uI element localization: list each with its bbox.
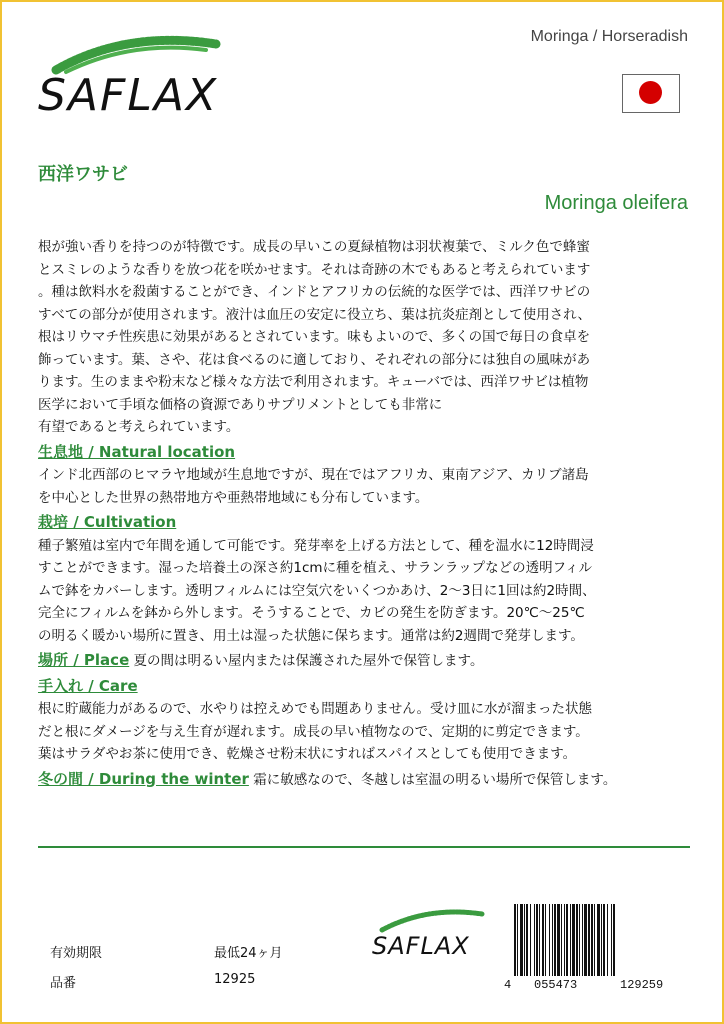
section-line: 葉はサラダやお茶に使用でき、乾燥させ粉末状にすればスパイスとしても使用できます。	[38, 746, 577, 762]
barcode-right-digits: 129259	[620, 978, 664, 992]
intro-line: ります。生のままや粉末など様々な方法で利用されます。キューバでは、西洋ワサビは植物	[38, 374, 589, 390]
section-line: だと根にダメージを与え生育が遅れます。成長の早い植物なので、定期的に剪定できます。	[38, 723, 589, 740]
expiry-label: 有効期限	[50, 946, 103, 961]
barcode	[504, 904, 690, 996]
barcode-left-digits: 055473	[534, 978, 578, 992]
brand-name: SAFLAX	[38, 70, 219, 121]
section-care	[38, 675, 694, 766]
section-place	[38, 649, 694, 673]
barcode-bars-icon	[514, 904, 688, 976]
section-winter	[38, 768, 694, 792]
section-heading: 生息地 / Natural location	[38, 442, 236, 461]
section-text: 夏の間は明るい屋内または保護された屋外で保管します。	[129, 653, 484, 669]
section-line: を中心とした世界の熱帯地方や亜熱帯地域にも分布しています。	[38, 489, 429, 506]
intro-line: 。種は飲料水を殺菌することができ、インドとアフリカの伝統的な医学では、西洋ワサビの	[38, 284, 591, 300]
section-line: ムで鉢をカバーします。透明フィルムには空気穴をいくつかあけ、2～3日に1回は約2時間、	[38, 582, 596, 599]
footer-saflax-logo	[372, 906, 492, 966]
product-name: Moringa / Horseradish	[530, 28, 688, 45]
saflax-logo	[36, 30, 236, 122]
intro-line: 根が強い香りを持つのが特徴です。成長の早いこの夏緑植物は羽状複葉で、ミルク色で蜂蜜	[38, 239, 590, 255]
section-natural-location	[38, 441, 694, 510]
barcode-first-digit: 4	[504, 978, 512, 992]
section-text: 霜に敏感なので、冬越しは室温の明るい場所で保管します。	[248, 771, 617, 788]
item-number-value: 12925	[214, 972, 256, 987]
intro-text	[38, 236, 694, 439]
flag-sun	[639, 81, 662, 104]
intro-line: 根はリウマチ性疾患に効果があるとされています。味もよいので、多くの国で毎日の食卓を	[38, 329, 591, 345]
intro-line: 有望であると考えられています。	[38, 419, 240, 435]
section-line: 完全にフィルムを鉢から外します。そうすることで、カビの発生を防ぎます。20℃〜25℃	[38, 605, 585, 621]
section-line: すことができます。湿った培養土の深さ約1cmに種を植え、サランラップなどの透明フィル	[38, 560, 593, 576]
intro-line: 飾っています。葉、さや、花は食べるのに適しており、それぞれの部分には独自の風味があ	[38, 351, 591, 368]
description-content	[38, 236, 694, 791]
section-heading: 栽培 / Cultivation	[38, 513, 177, 531]
section-line: の明るく暖かい場所に置き、用土は湿った状態に保ちます。通常は約2週間で発芽します。	[38, 627, 584, 644]
footer-brand-name: SAFLAX	[372, 932, 470, 960]
section-line: 種子繁殖は室内で年間を通して可能です。発芽率を上げる方法として、種を温水に12時間浸	[38, 537, 594, 554]
item-number-label: 品番	[50, 976, 77, 991]
japan-flag-icon	[622, 74, 680, 113]
intro-line: すべての部分が使用されます。液汁は血圧の安定に役立ち、葉は抗炎症剤として使用され、	[38, 306, 591, 323]
section-heading: 手入れ / Care	[38, 676, 138, 695]
section-line: 根に貯蔵能力があるので、水やりは控えめでも問題ありません。受け皿に水が溜まった状態	[38, 701, 593, 717]
section-cultivation	[38, 511, 694, 647]
section-line: インド北西部のヒマラヤ地域が生息地ですが、現在ではアフリカ、東南アジア、カリブ諸島	[38, 467, 589, 483]
section-heading: 冬の間 / During the winter	[38, 769, 249, 788]
product-title-japanese: 西洋ワサビ	[38, 164, 128, 185]
latin-name: Moringa oleifera	[544, 192, 688, 214]
divider	[38, 846, 690, 848]
section-heading: 場所 / Place	[38, 651, 130, 669]
intro-line: とスミレのような香りを放つ花を咲かせます。それは奇跡の木でもあると考えられています	[38, 261, 591, 278]
intro-line: 医学において手頃な価格の資源でありサプリメントとしても非常に	[38, 396, 443, 413]
expiry-value: 最低24ヶ月	[214, 946, 283, 961]
